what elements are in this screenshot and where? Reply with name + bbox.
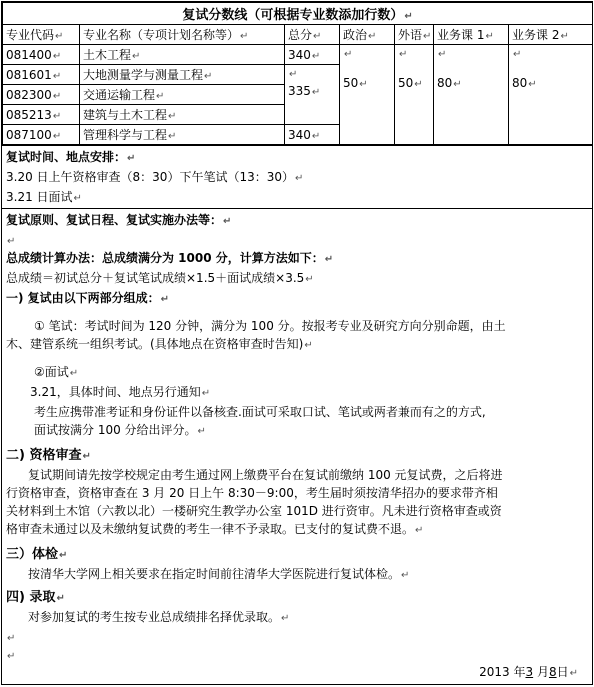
header-course2: 业务课 2↵ (509, 25, 593, 45)
schedule-heading: 复试时间、地点安排：↵ (6, 150, 136, 164)
schedule-section (2, 145, 592, 208)
qualification-text: 格审查未通过以及未缴纳复试费的考生一律不予录取。已支付的复试费不退。↵ (6, 522, 424, 536)
cell-name: 管理科学与工程↵ (80, 125, 285, 145)
header-politics: 政治↵ (340, 25, 395, 45)
rules-section: 复试原则、复试日程、复试实施办法等：↵ ↵ 总成绩计算办法：总成绩满分为 1000 分，计算方法如下：↵ 总成绩＝初试总分＋复试笔试成绩×1.5＋面试成绩×3.5↵ 一) 复试由以下两部分组成：↵ ① 笔试：考试时间为 120 分钟，满分为 100 分。按报考专业及研究方向分别命题，由土 木、建管系统一组织考试。(具体地点在资格审查时告知)↵ ②面试↵ 3.21，具体时间、地点另行通知↵ 考生应携带准考证和身份证件以备核查.面试可采取口试、笔试或两者兼而有之的方式, 面试按满分 100 分给出评分。↵ 二) 资格审查↵ 复试期间请先按学校规定由考生通过网上缴费平台在复试前缴纳 100 元复试费，之后将进 行资格审查，资格审查在 3 月 20 日上午 8:30－9:00，考生届时须按清华招办的要求带齐相 关材料到土木馆（六教以北）一楼研究生教学办公室 101D 进行资审。凡未进行资格审查或资 格审查未通过以及未缴纳复试费的考生一律不予录取。已支付的复试费不退。↵ 三）体检↵ 按清华大学网上相关要求在指定时间前往清华大学医院进行复试体检。↵ 四) 录取↵ 对参加复试的考生按专业总成绩排名择优录取。↵ ↵ ↵ (2, 208, 592, 666)
part3-heading: 三）体检↵ (6, 547, 68, 562)
part1-heading: 一) 复试由以下两部分组成：↵ (6, 291, 170, 305)
schedule-line: 3.20 日上午资格审查（8：30）下午笔试（13：30）↵ (6, 170, 304, 184)
table-title: 复试分数线（可根据专业数添加行数）↵ (3, 3, 593, 25)
qualification-text: 复试期间请先按学校规定由考生通过网上缴费平台在复试前缴纳 100 元复试费，之后将进 (28, 468, 503, 482)
cell-politics: ↵ 50↵ (340, 45, 395, 145)
rules-heading: 复试原则、复试日程、复试实施办法等：↵ (6, 213, 232, 227)
schedule-line: 3.21 日面试↵ (6, 190, 82, 204)
cell-language: ↵ 50↵ (395, 45, 434, 145)
cell-course2: ↵ 80↵ (509, 45, 593, 145)
calc-heading: 总成绩计算办法：总成绩满分为 1000 分，计算方法如下：↵ (6, 251, 334, 265)
header-name: 专业名称（专项计划名称等）↵ (80, 25, 285, 45)
header-total: 总分↵ (285, 25, 340, 45)
table-row (3, 45, 593, 65)
cell-name: 建筑与土木工程↵ (80, 105, 285, 125)
cell-code: 087100↵ (3, 125, 80, 145)
formula: 总成绩＝初试总分＋复试笔试成绩×1.5＋面试成绩×3.5↵ (6, 271, 314, 285)
written-exam-text: 木、建管系统一组织考试。(具体地点在资格审查时告知)↵ (6, 337, 313, 351)
qualification-text: 行资格审查，资格审查在 3 月 20 日上午 8:30－9:00，考生届时须按清华招办的要求带齐相 (6, 486, 498, 500)
table-header-row (3, 25, 593, 45)
cell-total: 340↵ (285, 125, 340, 145)
cell-code: 081400↵ (3, 45, 80, 65)
interview-text: 考生应携带准考证和身份证件以备核查.面试可采取口试、笔试或两者兼而有之的方式, (34, 405, 486, 419)
part4-heading: 四) 录取↵ (6, 590, 65, 605)
cell-course1: ↵ 80↵ (434, 45, 509, 145)
cell-total: 340↵ (285, 45, 340, 65)
interview-text: 面试按满分 100 分给出评分。↵ (34, 423, 206, 437)
header-course1: 业务课 1↵ (434, 25, 509, 45)
interview-heading: ②面试↵ (34, 365, 79, 379)
document-date: 2013 年3 月8日↵ (479, 665, 578, 679)
qualification-text: 关材料到土木馆（六教以北）一楼研究生教学办公室 101D 进行资审。凡未进行资格审查或资 (6, 504, 502, 518)
cell-code: 081601↵ (3, 65, 80, 85)
document-page (1, 1, 593, 685)
cell-total: ↵ 335↵ (285, 65, 340, 125)
header-language: 外语↵ (395, 25, 434, 45)
cell-code: 085213↵ (3, 105, 80, 125)
cell-name: 交通运输工程↵ (80, 85, 285, 105)
part2-heading: 二) 资格审查↵ (6, 448, 91, 463)
interview-text: 3.21，具体时间、地点另行通知↵ (30, 385, 211, 399)
cell-name: 土木工程↵ (80, 45, 285, 65)
score-table (2, 2, 593, 145)
header-code: 专业代码↵ (3, 25, 80, 45)
cell-code: 082300↵ (3, 85, 80, 105)
health-check-text: 按清华大学网上相关要求在指定时间前往清华大学医院进行复试体检。↵ (28, 567, 410, 581)
admission-text: 对参加复试的考生按专业总成绩排名择优录取。↵ (28, 610, 290, 624)
written-exam-text: ① 笔试：考试时间为 120 分钟，满分为 100 分。按报考专业及研究方向分别命题，由土 (34, 319, 506, 333)
cell-name: 大地测量学与测量工程↵ (80, 65, 285, 85)
